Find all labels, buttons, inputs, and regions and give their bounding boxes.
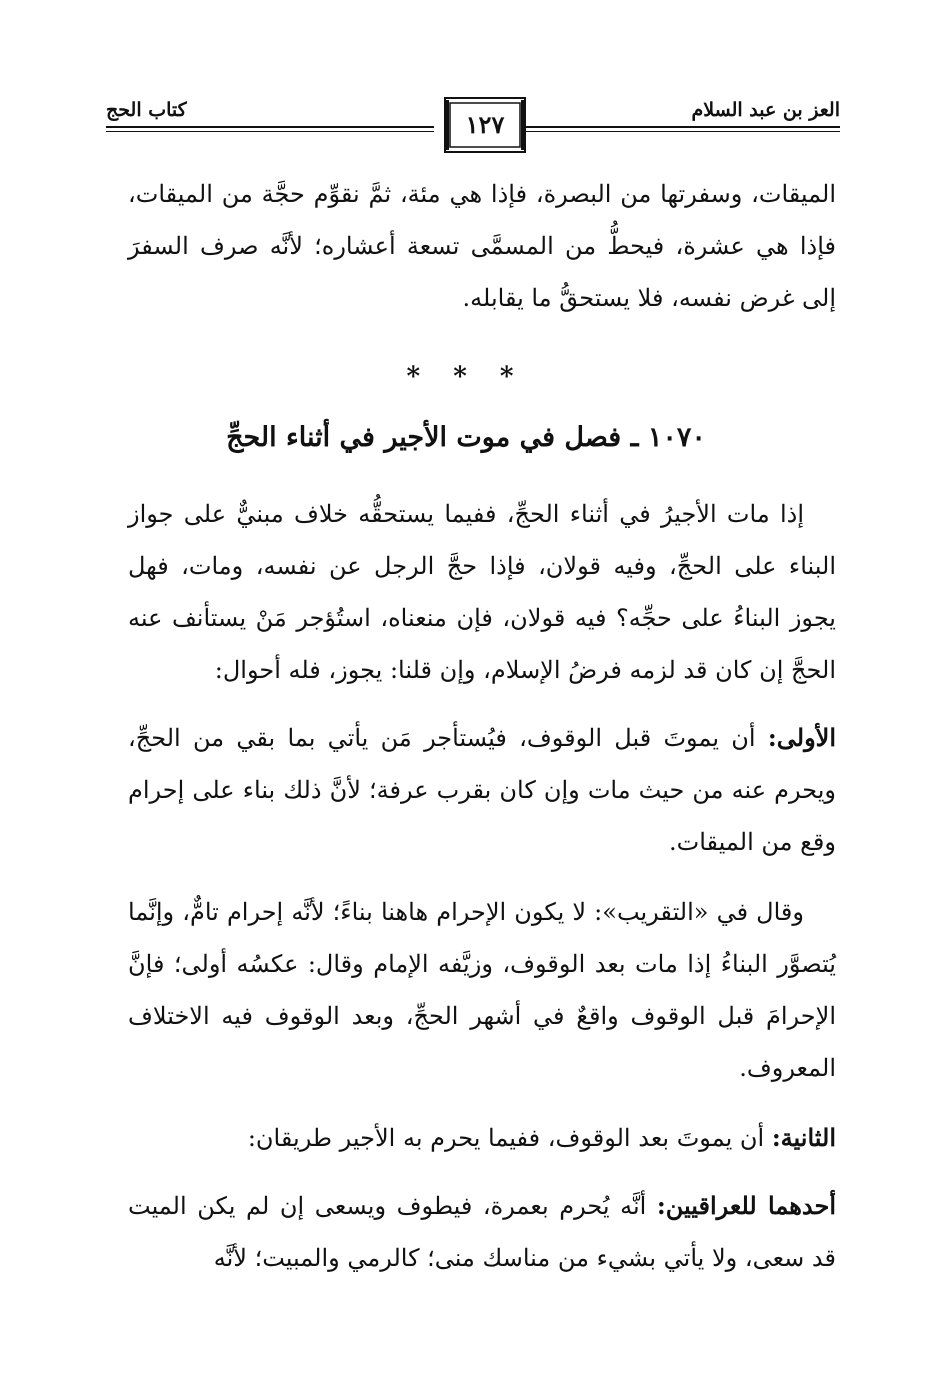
paragraph: إذا مات الأجيرُ في أثناء الحجِّ، ففيما يستحقُّه خلاف مبنيٌّ على جواز البناء على الحجِّ، وفيه قولان، فإذا حجَّ الرجل عن نفسه، ومات، فهل يجوز البناءُ على حجِّه؟ فيه قولان، فإن منعناه، استُؤجر مَنْ يستأنف عنه الحجَّ إن كان قد لزمه فرضُ الإسلام، وإن قلنا: يجوز، فله أحوال: [128, 500, 836, 684]
paragraph [128, 712, 836, 868]
page-number: ١٢٧ [465, 110, 505, 139]
header-rule [106, 126, 434, 128]
paragraph-text: أنَّه يُحرم بعمرة، فيطوف ويسعى إن لم يكن الميت قد سعى، ولا يأتي بشيء من مناسك منى؛ كالرمي والمبيت؛ لأنَّه [128, 1192, 836, 1272]
paragraph: الميقات، وسفرتها من البصرة، فإذا هي مئة، ثمَّ نقوِّم حجَّة من الميقات، فإذا هي عشرة، فيحطُّ من المسمَّى تسعة أعشاره؛ لأنَّه صرف السفرَ إلى غرض نفسه، فلا يستحقُّ ما يقابله. [128, 180, 836, 312]
paragraph: وقال في «التقريب»: لا يكون الإحرام هاهنا بناءً؛ لأنَّه إحرام تامٌّ، وإنَّما يُتصوَّر البناءُ إذا مات بعد الوقوف، وزيَّفه الإمام وقال: عكسُه أولى؛ فإنَّ الإحرامَ قبل الوقوف واقعٌ في أشهر الحجِّ، وبعد الوقوف فيه الاختلاف المعروف. [128, 898, 836, 1082]
paragraph-lead: الثانية: [771, 1123, 836, 1152]
paragraph-text: أن يموتَ بعد الوقوف، ففيما يحرم به الأجير طريقان: [247, 1124, 772, 1152]
paragraph-lead: الأولى: [767, 723, 837, 752]
paragraph [128, 1180, 836, 1284]
section-separator: * * * [406, 362, 526, 392]
paragraph [128, 1112, 836, 1164]
page-number-frame [443, 96, 527, 154]
header-rule [512, 131, 840, 132]
paragraph-lead: أحدهما للعراقيين: [656, 1191, 837, 1220]
header-rule [106, 131, 434, 132]
header-rule [512, 126, 840, 128]
paragraph-text: أن يموتَ قبل الوقوف، فيُستأجر مَن يأتي بما بقي من الحجِّ، ويحرم عنه من حيث مات وإن كان بقرب عرفة؛ لأنَّ ذلك بناء على إحرام وقع من الميقات. [128, 724, 836, 856]
section-heading: ١٠٧٠ ـ فصل في موت الأجير في أثناء الحجِّ [226, 422, 706, 453]
running-head-book: كتاب الحج [106, 99, 187, 121]
running-head-author: العز بن عبد السلام [691, 99, 840, 121]
